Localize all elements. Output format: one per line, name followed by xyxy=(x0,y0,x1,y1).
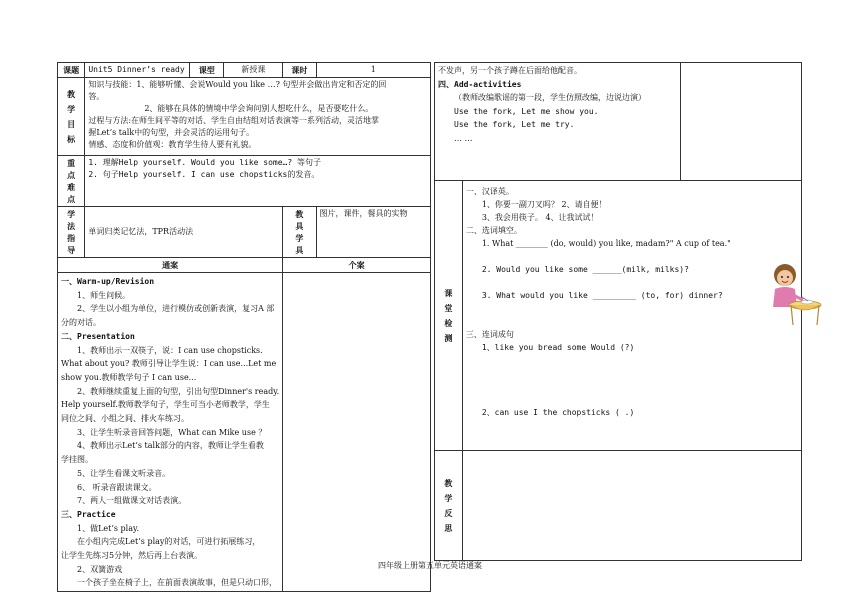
reflection-content xyxy=(462,451,801,561)
lesson-plan-right-bottom-table xyxy=(434,180,802,561)
aids-value: 图片，课件，餐具的实物 xyxy=(316,207,430,258)
lesson-plan-left-table xyxy=(57,62,431,592)
objectives-content xyxy=(85,78,431,156)
objective-line: 握Let’s talk中的句型，并会灵活的运用句子。 xyxy=(88,128,255,137)
text-line: show you.教师教学句子 I can use... xyxy=(61,372,197,382)
continuation-steps xyxy=(438,64,677,145)
objectives-label: 教 学 目 标 xyxy=(58,78,85,156)
text-line: 二、Presentation xyxy=(61,331,135,341)
methods-value: 单词归类记忆法，TPR活动法 xyxy=(85,207,283,258)
text-line: 1、like you bread some Would (?) xyxy=(481,343,635,352)
text-line: Help yourself.教师教学句子，学生可当小老师教学，学生 xyxy=(61,400,270,410)
text-line: 2. Would you like some ______(milk, milks)? xyxy=(481,265,689,274)
text-line: 1、教师出示一双筷子，说：I can use chopsticks. xyxy=(77,345,263,355)
text-line: Use the fork, Let me try. xyxy=(454,120,575,129)
text-line: 1、做Let’s play. xyxy=(77,523,139,533)
text-line: 一个孩子坐在椅子上，在前面表演故事，但是只动口形， xyxy=(77,578,277,588)
text-line: 7、两人一组做课文对话表演。 xyxy=(77,496,187,506)
key-points-label: 重 点 难 点 xyxy=(58,156,85,207)
text-line: 1. What ________ (do, would) you like, madam?" A cup of tea." xyxy=(481,239,731,248)
text-line xyxy=(466,367,798,380)
text-line: 2、学生以小组为单位，进行模仿或创新表演，复习A 部 xyxy=(77,304,275,314)
personal-plan-content xyxy=(283,273,431,592)
topic-label: 课题 xyxy=(58,63,85,78)
text-line: 2、can use I the chopsticks ( .) xyxy=(481,408,635,417)
test-questions xyxy=(466,185,798,419)
key-points-content xyxy=(85,156,431,207)
aids-label: 教 具 学 具 xyxy=(283,207,316,258)
text-line: 1、师生问候。 xyxy=(77,290,131,300)
text-line: 3、让学生听录音回答问题，What can Mike use ？ xyxy=(77,427,267,437)
text-line: … … xyxy=(454,133,473,143)
objective-line: 2、能够在具体的情境中学会询问别人想吃什么，是否要吃什么。 xyxy=(144,104,374,113)
girl-eating-illustration xyxy=(763,261,823,327)
type-value: 新授课 xyxy=(224,63,283,78)
classroom-test-label: 课 堂 检 测 xyxy=(435,181,463,451)
text-line xyxy=(466,250,798,263)
methods-label: 学 法 指 导 xyxy=(58,207,85,258)
text-line: 1、你要一副刀叉吗？ 2、请自便！ xyxy=(481,200,607,209)
text-line: 同位之间、小组之间、排火车练习。 xyxy=(61,414,189,424)
period-label: 课时 xyxy=(283,63,316,78)
text-line: 不发声，另一个孩子蹲在后面给他配音。 xyxy=(438,66,582,75)
text-line: 让学生先练习5分钟，然后再上台表演。 xyxy=(61,551,203,561)
text-line: 三、Practice xyxy=(61,509,116,519)
text-line: （教师改编歌谣的第一段，学生仿照改编，边说边演） xyxy=(454,93,646,102)
page-footer: 四年级上册第五单元英语通案 xyxy=(378,561,482,570)
text-line: 6、 听录音跟读课文。 xyxy=(77,482,157,492)
continuation-content xyxy=(435,63,681,181)
text-line: 学挂图。 xyxy=(61,455,93,465)
text-line xyxy=(466,315,798,328)
classroom-test-content xyxy=(462,181,801,451)
text-line: 二、选词填空。 xyxy=(465,226,522,235)
text-line xyxy=(466,276,798,289)
key-point-line: 1. 理解Help yourself. Would you like some…? 等句子 xyxy=(88,158,321,167)
text-line: 一、汉译英。 xyxy=(465,187,514,196)
text-line: 2、双簧游戏 xyxy=(77,564,123,574)
text-line xyxy=(466,354,798,367)
text-line: 一、Warm-up/Revision xyxy=(61,277,155,286)
text-line: Use the fork, Let me show you. xyxy=(454,106,599,116)
text-line xyxy=(466,380,798,393)
text-line: 2、教师继续重复上面的句型，引出句型Dinner's ready. xyxy=(77,386,280,396)
text-line xyxy=(466,302,798,315)
text-line: 分的对话。 xyxy=(61,318,101,328)
text-line xyxy=(466,393,798,406)
continuation-personal xyxy=(680,63,801,181)
lesson-plan-right-top-table xyxy=(434,62,802,181)
text-line: 3. What would you like _________ (to, for) dinner? xyxy=(481,291,723,300)
topic-value: Unit5 Dinner’s ready xyxy=(85,63,190,78)
personal-plan-header: 个案 xyxy=(283,258,431,273)
plan-steps xyxy=(61,275,279,590)
objective-line: 情感、态度和价值观：教育学生待人要有礼貌。 xyxy=(88,140,257,149)
objective-line: 过程与方法:在师生间平等的对话、学生自由结组对话表演等一系列活动，灵活地掌 xyxy=(88,116,380,125)
common-plan-content xyxy=(58,273,283,592)
objective-line: 答。 xyxy=(88,92,105,101)
text-line: 三、连词成句 xyxy=(465,330,514,339)
text-line: 5、让学生看课文听录音。 xyxy=(77,468,171,478)
period-value: 1 xyxy=(316,63,430,78)
text-line: 在小组内完成Let’s play的对话，可进行拓展练习， xyxy=(77,537,261,547)
text-line: 四、Add-activities xyxy=(438,79,522,89)
objective-line: 知识与技能：1、能够听懂、会说Would you like …? 句型并会做出肯定和否定的回 xyxy=(88,80,387,89)
text-line: What about you? 教师引导让学生说：I can use...Let me xyxy=(61,359,277,369)
text-line: 3、我会用筷子。 4、让我试试！ xyxy=(481,213,599,222)
common-plan-header: 通案 xyxy=(58,258,283,273)
reflection-label: 教 学 反 思 xyxy=(435,451,463,561)
type-label: 课型 xyxy=(190,63,224,78)
key-point-line: 2. 句子Help yourself. I can use chopsticks的发音。 xyxy=(88,170,320,179)
text-line: 4、教师出示Let’s talk部分的内容，教师让学生看教 xyxy=(77,441,264,451)
